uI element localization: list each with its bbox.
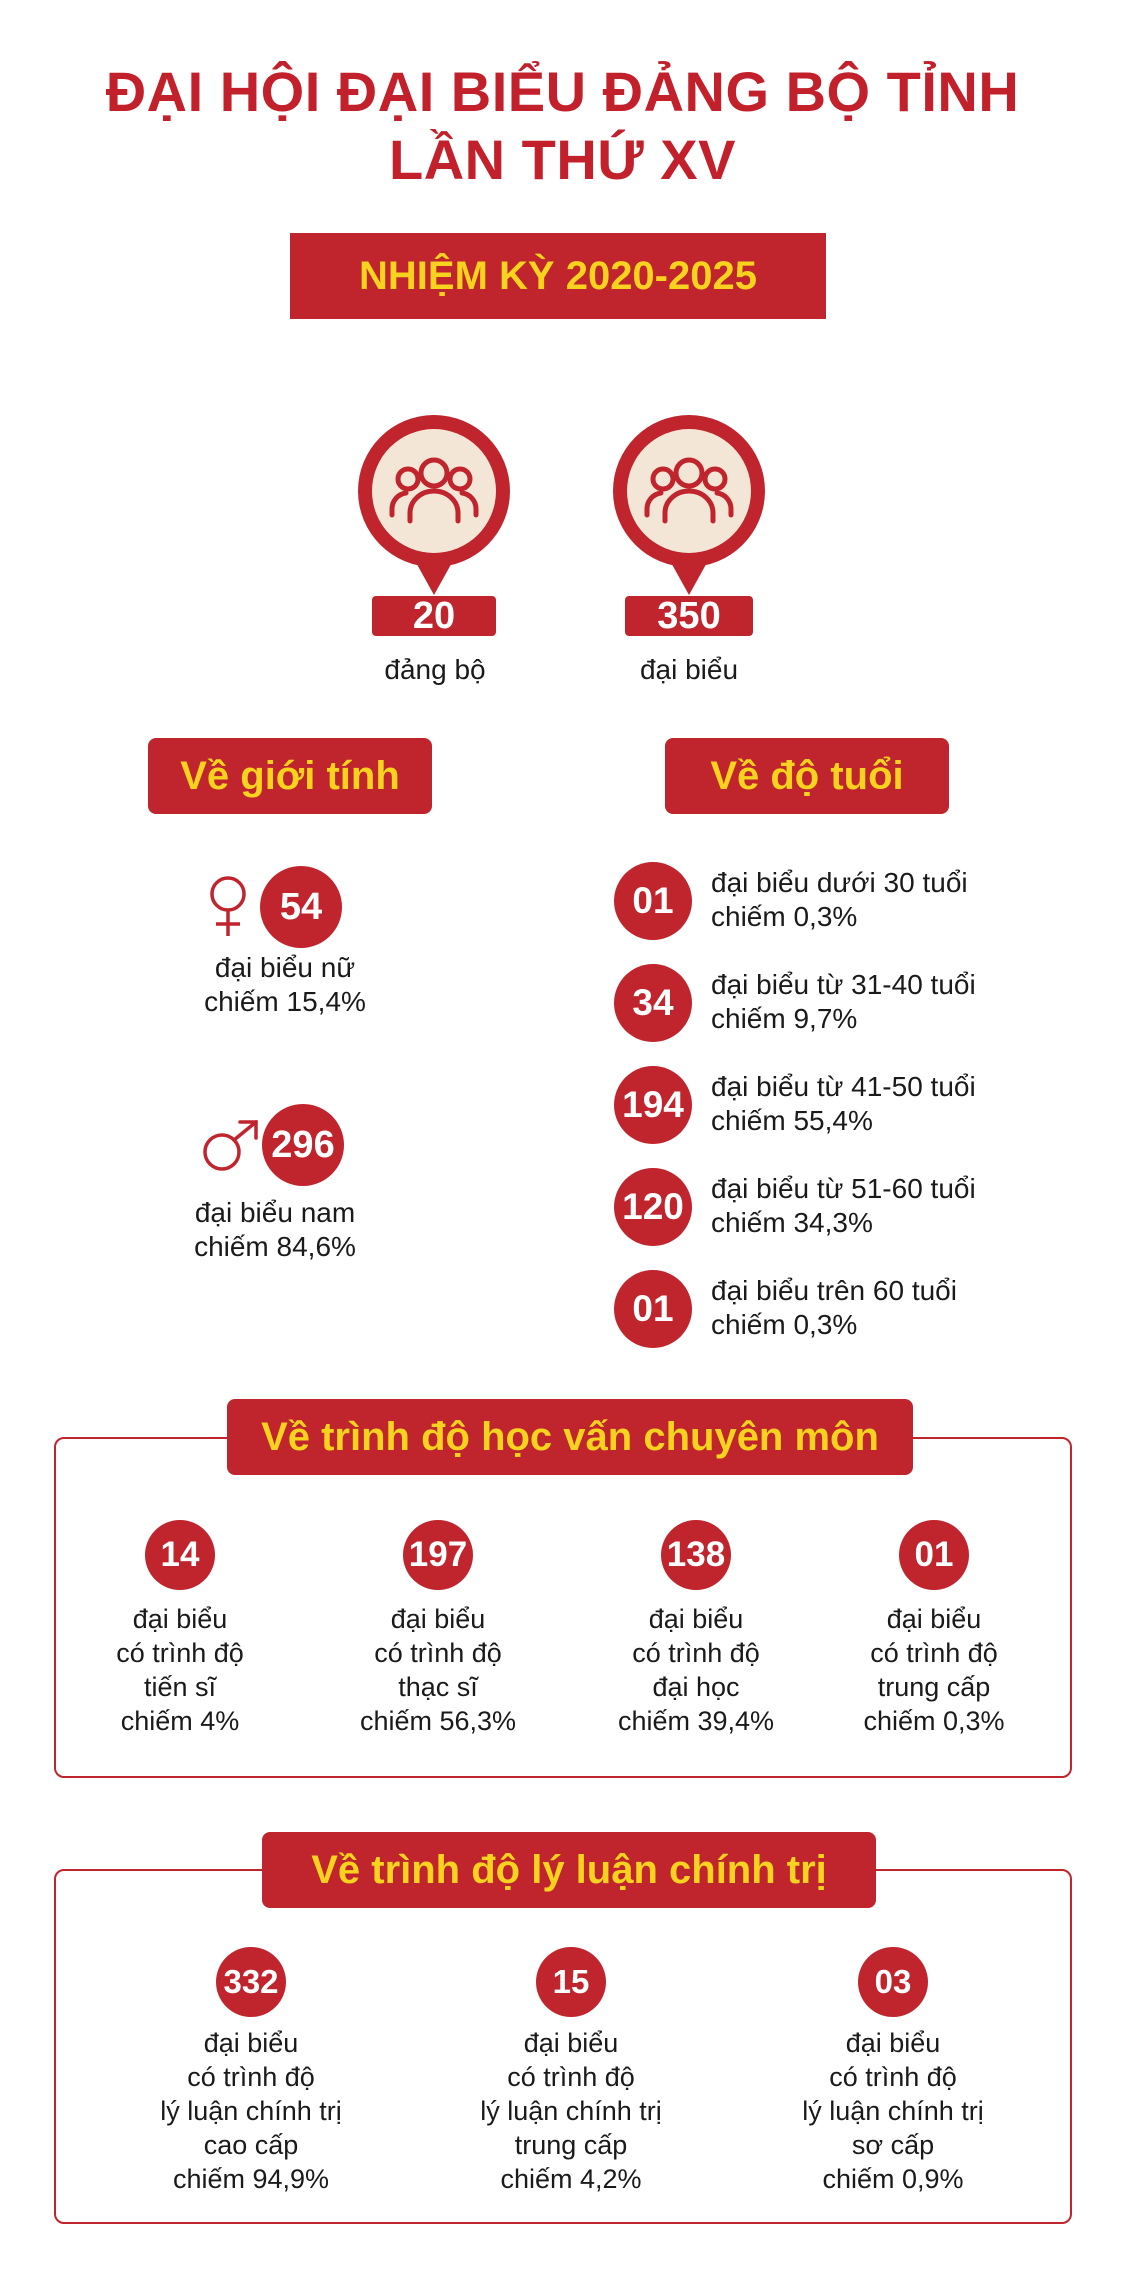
people-icon (386, 451, 482, 531)
edu-line: có trình độ (116, 1638, 244, 1668)
edu-count-masters: 197 (403, 1520, 473, 1590)
age-count-41-50: 194 (614, 1066, 692, 1144)
age-text-31-40 (711, 968, 976, 1036)
pol-line: đại biểu (203, 2028, 299, 2058)
edu-line: tiến sĩ (143, 1672, 217, 1702)
edu-text-masters (338, 1602, 538, 1738)
edu-line: chiếm 0,3% (863, 1706, 1005, 1736)
pol-line: chiếm 94,9% (172, 2164, 330, 2194)
edu-count-intermediate: 01 (899, 1520, 969, 1590)
age-label: đại biểu dưới 30 tuổi (711, 867, 968, 898)
count-party-committees: 20 (372, 596, 496, 636)
female-label: đại biểu nữ (214, 952, 356, 983)
male-caption (140, 1196, 410, 1264)
male-count: 296 (262, 1104, 344, 1186)
title-line-1: ĐẠI HỘI ĐẠI BIỂU ĐẢNG BỘ TỈNH (105, 60, 1020, 123)
edu-line: chiếm 56,3% (359, 1706, 517, 1736)
age-text-51-60 (711, 1172, 976, 1240)
pol-line: có trình độ (829, 2062, 957, 2092)
edu-line: có trình độ (374, 1638, 502, 1668)
page-title (0, 58, 1125, 194)
people-icon (641, 451, 737, 531)
edu-line: trung cấp (877, 1672, 991, 1702)
pol-count-advanced: 332 (216, 1947, 286, 2017)
age-heading: Về độ tuổi (665, 738, 949, 814)
male-percent: chiếm 84,6% (194, 1231, 356, 1262)
label-party-committees: đảng bộ (384, 654, 486, 685)
female-caption (150, 951, 420, 1019)
pol-line: lý luận chính trị (160, 2096, 342, 2126)
age-label: đại biểu từ 41-50 tuổi (711, 1071, 976, 1102)
pol-line: đại biểu (523, 2028, 619, 2058)
age-count-under-30: 01 (614, 862, 692, 940)
age-percent: chiếm 0,3% (711, 901, 858, 932)
pol-count-intermediate: 15 (536, 1947, 606, 2017)
age-percent: chiếm 9,7% (711, 1003, 858, 1034)
age-label: đại biểu từ 31-40 tuổi (711, 969, 976, 1000)
edu-line: đại biểu (648, 1604, 744, 1634)
edu-line: chiếm 4% (120, 1706, 240, 1736)
pol-line: đại biểu (845, 2028, 941, 2058)
education-heading: Về trình độ học vấn chuyên môn (227, 1399, 913, 1475)
edu-text-intermediate (834, 1602, 1034, 1738)
pol-line: trung cấp (514, 2130, 628, 2160)
pol-line: sơ cấp (851, 2130, 935, 2160)
female-count: 54 (260, 866, 342, 948)
age-text-over-60 (711, 1274, 957, 1342)
edu-line: đại biểu (390, 1604, 486, 1634)
pol-text-advanced (141, 2026, 361, 2196)
edu-count-bachelor: 138 (661, 1520, 731, 1590)
edu-line: chiếm 39,4% (617, 1706, 775, 1736)
pin-delegates (613, 415, 765, 567)
age-percent: chiếm 55,4% (711, 1105, 873, 1136)
age-count-31-40: 34 (614, 964, 692, 1042)
edu-line: có trình độ (870, 1638, 998, 1668)
count-delegates: 350 (625, 596, 753, 636)
male-icon (200, 1118, 262, 1174)
age-text-41-50 (711, 1070, 976, 1138)
edu-count-doctorate: 14 (145, 1520, 215, 1590)
age-text-under-30 (711, 866, 968, 934)
edu-text-doctorate (80, 1602, 280, 1738)
age-label: đại biểu từ 51-60 tuổi (711, 1173, 976, 1204)
female-percent: chiếm 15,4% (204, 986, 366, 1017)
age-percent: chiếm 0,3% (711, 1309, 858, 1340)
pol-line: lý luận chính trị (802, 2096, 984, 2126)
edu-line: đại biểu (132, 1604, 228, 1634)
age-percent: chiếm 34,3% (711, 1207, 873, 1238)
pol-line: có trình độ (507, 2062, 635, 2092)
title-line-2: LẦN THỨ XV (388, 128, 736, 191)
pol-line: có trình độ (187, 2062, 315, 2092)
male-label: đại biểu nam (194, 1197, 356, 1228)
pol-text-intermediate (461, 2026, 681, 2196)
pol-text-basic (783, 2026, 1003, 2196)
pol-line: lý luận chính trị (480, 2096, 662, 2126)
age-label: đại biểu trên 60 tuổi (711, 1275, 957, 1306)
pol-line: chiếm 4,2% (500, 2164, 642, 2194)
pol-line: chiếm 0,9% (822, 2164, 964, 2194)
edu-line: đại biểu (886, 1604, 982, 1634)
age-count-51-60: 120 (614, 1168, 692, 1246)
female-icon (206, 874, 250, 938)
label-delegates: đại biểu (639, 654, 739, 685)
politics-heading: Về trình độ lý luận chính trị (262, 1832, 876, 1908)
pin-party-committees (358, 415, 510, 567)
gender-heading: Về giới tính (148, 738, 432, 814)
term-banner: NHIỆM KỲ 2020-2025 (290, 233, 826, 319)
edu-line: đại học (652, 1672, 740, 1702)
pol-line: cao cấp (203, 2130, 299, 2160)
edu-line: thạc sĩ (398, 1672, 478, 1702)
pol-count-basic: 03 (858, 1947, 928, 2017)
age-count-over-60: 01 (614, 1270, 692, 1348)
edu-line: có trình độ (632, 1638, 760, 1668)
edu-text-bachelor (596, 1602, 796, 1738)
